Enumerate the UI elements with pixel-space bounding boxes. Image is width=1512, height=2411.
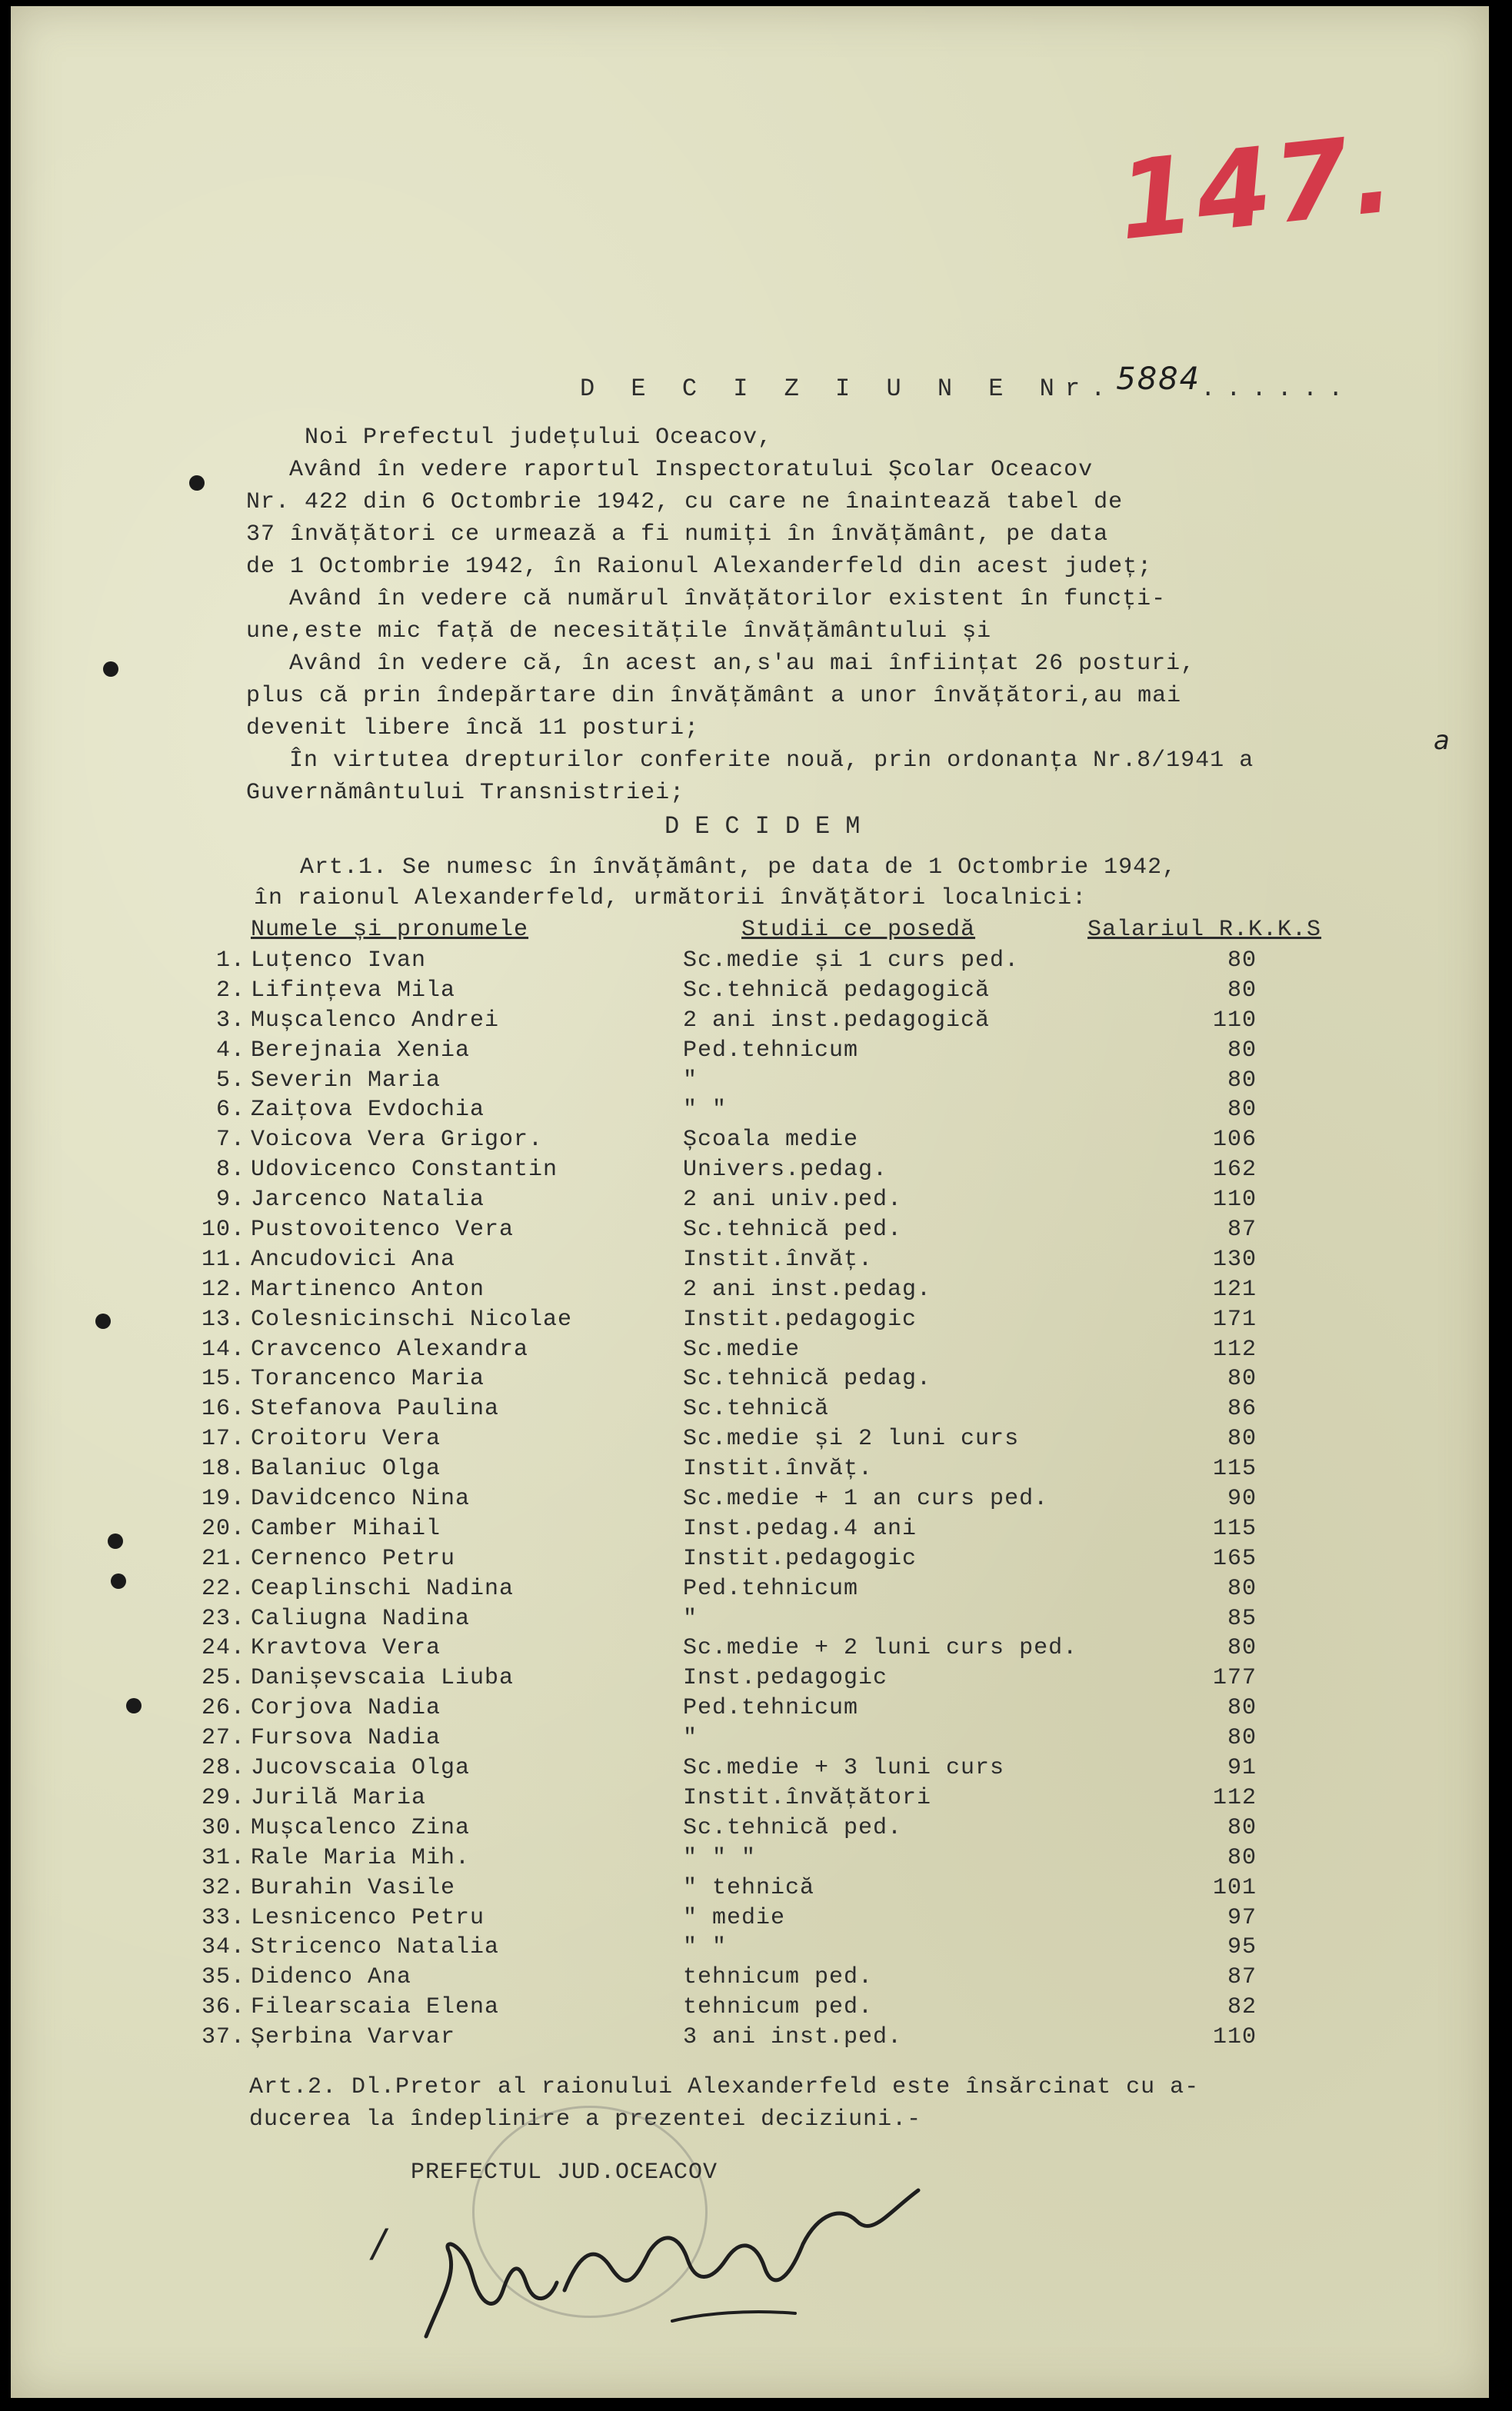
teacher-name: Severin Maria xyxy=(251,1067,441,1094)
table-row xyxy=(11,1514,1489,1544)
teacher-studies: Inst.pedagogic xyxy=(683,1665,888,1692)
teacher-studies: " " " xyxy=(683,1844,757,1871)
table-row xyxy=(11,1963,1489,1993)
title-number: 5884 xyxy=(1116,361,1201,397)
teacher-salary: 112 xyxy=(1212,1336,1257,1363)
teacher-name: Danișevscaia Liuba xyxy=(251,1665,515,1692)
teacher-name: Torancenco Maria xyxy=(251,1366,485,1393)
teacher-salary: 165 xyxy=(1212,1545,1257,1572)
teacher-salary: 115 xyxy=(1212,1515,1257,1542)
teachers-table xyxy=(11,946,1489,2053)
row-number: 24. xyxy=(201,1635,245,1662)
teacher-salary: 86 xyxy=(1227,1396,1257,1423)
row-number: 35. xyxy=(201,1964,245,1991)
teacher-name: Colesnicinschi Nicolae xyxy=(251,1306,573,1333)
teacher-name: Camber Mihail xyxy=(251,1515,441,1542)
row-number: 33. xyxy=(201,1904,245,1931)
row-number: 11. xyxy=(201,1246,245,1273)
teacher-name: Voicova Vera Grigor. xyxy=(251,1127,544,1154)
row-number: 17. xyxy=(201,1426,245,1453)
punch-hole xyxy=(103,661,118,677)
teacher-name: Stricenco Natalia xyxy=(251,1934,500,1961)
teacher-studies: Univers.pedag. xyxy=(683,1157,888,1184)
row-number: 20. xyxy=(201,1515,245,1542)
row-number: 8. xyxy=(215,1157,245,1184)
signature-title: PREFECTUL JUD.OCEACOV xyxy=(411,2160,718,2186)
teacher-salary: 87 xyxy=(1227,1964,1257,1991)
teacher-salary: 162 xyxy=(1212,1157,1257,1184)
teacher-salary: 80 xyxy=(1227,977,1257,1004)
table-row xyxy=(11,1693,1489,1723)
punch-hole xyxy=(189,475,205,491)
table-row xyxy=(11,1066,1489,1096)
teacher-salary: 80 xyxy=(1227,1037,1257,1064)
page-number-handwritten: 147. xyxy=(1112,111,1402,265)
table-row xyxy=(11,1364,1489,1394)
preamble-line: Guvernământului Transnistriei; xyxy=(246,780,685,806)
teacher-name: Ceaplinschi Nadina xyxy=(251,1575,515,1602)
teacher-name: Balaniuc Olga xyxy=(251,1456,441,1483)
teacher-studies: Instit.învăț. xyxy=(683,1456,874,1483)
row-number: 16. xyxy=(201,1396,245,1423)
teacher-name: Ancudovici Ana xyxy=(251,1246,456,1273)
teacher-studies: Sc.medie și 1 curs ped. xyxy=(683,947,1020,974)
row-number: 2. xyxy=(215,977,245,1004)
teacher-name: Mușcalenco Andrei xyxy=(251,1007,500,1034)
table-row xyxy=(11,1993,1489,2023)
teacher-studies: " " xyxy=(683,1934,728,1961)
teacher-salary: 80 xyxy=(1227,1426,1257,1453)
teacher-studies: Ped.tehnicum xyxy=(683,1575,859,1602)
row-number: 10. xyxy=(201,1217,245,1244)
teacher-studies: Școala medie xyxy=(683,1127,859,1154)
teacher-name: Kravtova Vera xyxy=(251,1635,441,1662)
row-number: 6. xyxy=(215,1097,245,1124)
teacher-name: Luțenco Ivan xyxy=(251,947,427,974)
teacher-studies: " xyxy=(683,1725,698,1752)
teacher-salary: 110 xyxy=(1212,2024,1257,2051)
table-row xyxy=(11,1843,1489,1873)
teacher-studies: tehnicum ped. xyxy=(683,1964,874,1991)
preamble-line: devenit libere încă 11 posturi; xyxy=(246,715,700,741)
teacher-salary: 97 xyxy=(1227,1904,1257,1931)
teacher-studies: Sc.tehnică ped. xyxy=(683,1814,903,1841)
preamble-line: une,este mic față de necesitățile învățământului și xyxy=(246,618,992,644)
row-number: 26. xyxy=(201,1695,245,1722)
teacher-studies: Instit.învățători xyxy=(683,1784,932,1811)
teacher-name: Zaițova Evdochia xyxy=(251,1097,485,1124)
table-row xyxy=(11,1753,1489,1783)
row-number: 7. xyxy=(215,1127,245,1154)
table-row xyxy=(11,1095,1489,1125)
teacher-name: Caliugna Nadina xyxy=(251,1605,471,1632)
table-row xyxy=(11,1424,1489,1454)
teacher-studies: 2 ani univ.ped. xyxy=(683,1187,903,1214)
teacher-studies: Ped.tehnicum xyxy=(683,1695,859,1722)
row-number: 22. xyxy=(201,1575,245,1602)
teacher-salary: 80 xyxy=(1227,1575,1257,1602)
row-number: 27. xyxy=(201,1725,245,1752)
table-row xyxy=(11,2023,1489,2053)
teacher-studies: " tehnică xyxy=(683,1874,815,1901)
row-number: 15. xyxy=(201,1366,245,1393)
row-number: 34. xyxy=(201,1934,245,1961)
teacher-name: Udovicenco Constantin xyxy=(251,1157,558,1184)
table-row xyxy=(11,1185,1489,1215)
table-row xyxy=(11,1633,1489,1663)
teacher-name: Didenco Ana xyxy=(251,1964,412,1991)
teacher-name: Burahin Vasile xyxy=(251,1874,456,1901)
teacher-salary: 80 xyxy=(1227,1067,1257,1094)
preamble-line: Având în vedere că numărul învățătorilor existent în funcți- xyxy=(289,586,1167,612)
row-number: 32. xyxy=(201,1874,245,1901)
row-number: 23. xyxy=(201,1605,245,1632)
punch-hole xyxy=(95,1314,111,1329)
punch-hole xyxy=(126,1698,142,1713)
table-row xyxy=(11,1275,1489,1305)
table-row xyxy=(11,1394,1489,1424)
table-row xyxy=(11,1125,1489,1155)
teacher-studies: 2 ani inst.pedagogică xyxy=(683,1007,991,1034)
teacher-name: Croitoru Vera xyxy=(251,1426,441,1453)
teacher-name: Pustovoitenco Vera xyxy=(251,1217,515,1244)
teacher-studies: " medie xyxy=(683,1904,786,1931)
teacher-name: Stefanova Paulina xyxy=(251,1396,500,1423)
teacher-studies: Sc.medie + 3 luni curs xyxy=(683,1755,1005,1782)
row-number: 12. xyxy=(201,1276,245,1303)
teacher-name: Mușcalenco Zina xyxy=(251,1814,471,1841)
teacher-studies: Sc.medie și 2 luni curs xyxy=(683,1426,1020,1453)
column-header-salary: Salariul R.K.K.S xyxy=(1087,917,1322,943)
teacher-name: Jucovscaia Olga xyxy=(251,1755,471,1782)
row-number: 31. xyxy=(201,1844,245,1871)
preamble-line: de 1 Octombrie 1942, în Raionul Alexanderfeld din acest județ; xyxy=(246,554,1153,580)
table-row xyxy=(11,1484,1489,1514)
teacher-name: Cernenco Petru xyxy=(251,1545,456,1572)
teacher-name: Filearscaia Elena xyxy=(251,1994,500,2021)
teacher-studies: Sc.medie + 1 an curs ped. xyxy=(683,1486,1049,1513)
teacher-studies: Instit.pedagogic xyxy=(683,1306,918,1333)
table-row xyxy=(11,1544,1489,1574)
teacher-studies: Sc.tehnică pedag. xyxy=(683,1366,932,1393)
table-row xyxy=(11,1933,1489,1963)
teacher-studies: Ped.tehnicum xyxy=(683,1037,859,1064)
teacher-salary: 91 xyxy=(1227,1755,1257,1782)
teacher-name: Davidcenco Nina xyxy=(251,1486,471,1513)
article-1-line: Art.1. Se numesc în învățământ, pe data de 1 Octombrie 1942, xyxy=(300,854,1177,881)
table-row xyxy=(11,1036,1489,1066)
teacher-salary: 85 xyxy=(1227,1605,1257,1632)
teacher-studies: Sc.tehnică ped. xyxy=(683,1217,903,1244)
article-1 xyxy=(254,852,1407,914)
column-header-name: Numele și pronumele xyxy=(251,917,529,943)
teacher-name: Rale Maria Mih. xyxy=(251,1844,471,1871)
teacher-salary: 80 xyxy=(1227,1725,1257,1752)
teacher-salary: 80 xyxy=(1227,1695,1257,1722)
teacher-salary: 95 xyxy=(1227,1934,1257,1961)
teacher-name: Jurilă Maria xyxy=(251,1784,427,1811)
row-number: 36. xyxy=(201,1994,245,2021)
row-number: 14. xyxy=(201,1336,245,1363)
title-dots: ...... xyxy=(1201,375,1354,403)
preamble-line: Noi Prefectul județului Oceacov, xyxy=(305,425,773,451)
table-row xyxy=(11,1723,1489,1753)
document-page xyxy=(11,6,1489,2398)
table-row xyxy=(11,1006,1489,1036)
teacher-name: Șerbina Varvar xyxy=(251,2024,456,2051)
teacher-name: Fursova Nadia xyxy=(251,1725,441,1752)
teacher-salary: 101 xyxy=(1212,1874,1257,1901)
row-number: 3. xyxy=(215,1007,245,1034)
teacher-salary: 80 xyxy=(1227,1635,1257,1662)
teacher-salary: 80 xyxy=(1227,1097,1257,1124)
row-number: 19. xyxy=(201,1486,245,1513)
teacher-name: Martinenco Anton xyxy=(251,1276,485,1303)
teacher-studies: " xyxy=(683,1605,698,1632)
teacher-studies: 3 ani inst.ped. xyxy=(683,2024,903,2051)
punch-hole xyxy=(108,1534,123,1549)
row-number: 29. xyxy=(201,1784,245,1811)
teacher-studies: Sc.medie xyxy=(683,1336,801,1363)
handwritten-a: a xyxy=(1434,725,1450,756)
teacher-studies: Instit.pedagogic xyxy=(683,1545,918,1572)
row-number: 18. xyxy=(201,1456,245,1483)
table-row xyxy=(11,1335,1489,1365)
table-row xyxy=(11,1813,1489,1843)
teacher-studies: Instit.învăț. xyxy=(683,1246,874,1273)
teacher-name: Cravcenco Alexandra xyxy=(251,1336,529,1363)
preamble-line: Având în vedere raportul Inspectoratului Școlar Oceacov xyxy=(289,457,1094,483)
row-number: 9. xyxy=(215,1187,245,1214)
teacher-name: Berejnaia Xenia xyxy=(251,1037,471,1064)
teacher-salary: 82 xyxy=(1227,1994,1257,2021)
teacher-salary: 177 xyxy=(1212,1665,1257,1692)
row-number: 5. xyxy=(215,1067,245,1094)
teacher-studies: Sc.tehnică xyxy=(683,1396,830,1423)
row-number: 25. xyxy=(201,1665,245,1692)
margin-mark: / xyxy=(372,2221,385,2266)
teacher-studies: tehnicum ped. xyxy=(683,1994,874,2021)
teacher-salary: 110 xyxy=(1212,1007,1257,1034)
document-title xyxy=(580,361,1354,403)
decidem-heading: DECIDEM xyxy=(664,812,876,841)
row-number: 30. xyxy=(201,1814,245,1841)
table-header xyxy=(11,917,1489,947)
teacher-salary: 130 xyxy=(1212,1246,1257,1273)
teacher-salary: 171 xyxy=(1212,1306,1257,1333)
teacher-salary: 121 xyxy=(1212,1276,1257,1303)
table-row xyxy=(11,1663,1489,1693)
row-number: 37. xyxy=(201,2024,245,2051)
teacher-salary: 106 xyxy=(1212,1127,1257,1154)
row-number: 13. xyxy=(201,1306,245,1333)
preamble-line: În virtutea drepturilor conferite nouă, prin ordonanța Nr.8/1941 a xyxy=(289,748,1254,774)
teacher-studies: Sc.medie + 2 luni curs ped. xyxy=(683,1635,1078,1662)
teacher-salary: 110 xyxy=(1212,1187,1257,1214)
preamble-line: Nr. 422 din 6 Octombrie 1942, cu care ne înaintează tabel de xyxy=(246,489,1124,515)
title-text: D E C I Z I U N E Nr. xyxy=(580,375,1117,403)
article-1-line: în raionul Alexanderfeld, următorii învățători localnici: xyxy=(254,885,1087,911)
preamble-line: plus că prin îndepărtare din învățământ a unor învățători,au mai xyxy=(246,683,1182,709)
teacher-name: Lifințeva Mila xyxy=(251,977,456,1004)
table-row xyxy=(11,1155,1489,1185)
article-2-line: Art.2. Dl.Pretor al raionului Alexanderfeld este însărcinat cu a- xyxy=(249,2074,1200,2100)
table-row xyxy=(11,1454,1489,1484)
table-row xyxy=(11,1305,1489,1335)
table-row xyxy=(11,1604,1489,1634)
table-row xyxy=(11,1903,1489,1933)
table-row xyxy=(11,1215,1489,1245)
teacher-studies: Inst.pedag.4 ani xyxy=(683,1515,918,1542)
teacher-salary: 80 xyxy=(1227,1366,1257,1393)
table-row xyxy=(11,976,1489,1006)
teacher-studies: 2 ani inst.pedag. xyxy=(683,1276,932,1303)
row-number: 1. xyxy=(215,947,245,974)
table-row xyxy=(11,1245,1489,1275)
teacher-name: Lesnicenco Petru xyxy=(251,1904,485,1931)
teacher-salary: 80 xyxy=(1227,1814,1257,1841)
row-number: 4. xyxy=(215,1037,245,1064)
teacher-salary: 80 xyxy=(1227,1844,1257,1871)
teacher-name: Corjova Nadia xyxy=(251,1695,441,1722)
table-row xyxy=(11,1873,1489,1903)
teacher-salary: 112 xyxy=(1212,1784,1257,1811)
teacher-salary: 87 xyxy=(1227,1217,1257,1244)
teacher-name: Jarcenco Natalia xyxy=(251,1187,485,1214)
preamble-line: 37 învățători ce urmează a fi numiți în învățământ, pe data xyxy=(246,521,1109,548)
preamble xyxy=(246,421,1400,809)
article-2 xyxy=(249,2071,1418,2136)
teacher-salary: 90 xyxy=(1227,1486,1257,1513)
teacher-studies: " xyxy=(683,1067,698,1094)
teacher-studies: Sc.tehnică pedagogică xyxy=(683,977,991,1004)
punch-hole xyxy=(111,1573,126,1589)
teacher-salary: 115 xyxy=(1212,1456,1257,1483)
teacher-salary: 80 xyxy=(1227,947,1257,974)
handwritten-signature xyxy=(395,2160,980,2359)
table-row xyxy=(11,946,1489,976)
article-2-line: ducerea la îndeplinire a prezentei deciziuni.- xyxy=(249,2106,922,2133)
column-header-studies: Studii ce posedă xyxy=(741,917,976,943)
preamble-line: Având în vedere că, în acest an,s'au mai înființat 26 posturi, xyxy=(289,651,1196,677)
table-row xyxy=(11,1574,1489,1604)
row-number: 28. xyxy=(201,1755,245,1782)
table-row xyxy=(11,1783,1489,1813)
row-number: 21. xyxy=(201,1545,245,1572)
teacher-studies: " " xyxy=(683,1097,728,1124)
